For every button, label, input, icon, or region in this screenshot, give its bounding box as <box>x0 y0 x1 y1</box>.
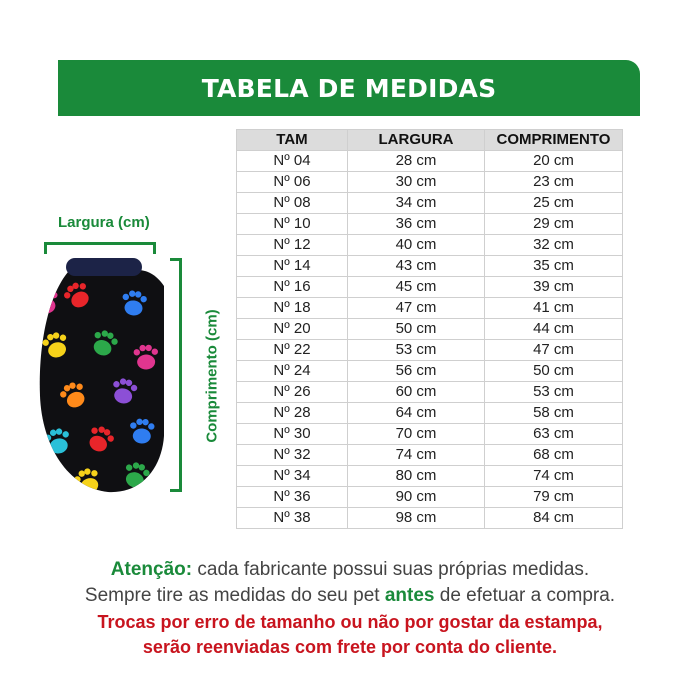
width-cell: 43 cm <box>348 256 485 277</box>
size-cell: Nº 14 <box>237 256 348 277</box>
table-row <box>237 277 623 298</box>
table-row <box>237 403 623 424</box>
width-cell: 30 cm <box>348 172 485 193</box>
table-row <box>237 340 623 361</box>
width-cell: 74 cm <box>348 445 485 466</box>
measure-highlight: antes <box>384 585 435 606</box>
table-row <box>237 172 623 193</box>
page-title: TABELA DE MEDIDAS <box>201 73 497 103</box>
table-row <box>237 445 623 466</box>
size-cell: Nº 06 <box>237 172 348 193</box>
width-cell: 47 cm <box>348 298 485 319</box>
column-header-length: COMPRIMENTO <box>485 130 623 151</box>
size-cell: Nº 18 <box>237 298 348 319</box>
table-row <box>237 298 623 319</box>
table-row <box>237 382 623 403</box>
width-cell: 40 cm <box>348 235 485 256</box>
width-cell: 98 cm <box>348 508 485 529</box>
length-cell: 68 cm <box>485 445 623 466</box>
attention-label: Atenção: <box>110 559 193 580</box>
table-row <box>237 487 623 508</box>
length-cell: 47 cm <box>485 340 623 361</box>
width-cell: 80 cm <box>348 466 485 487</box>
table-row <box>237 193 623 214</box>
size-cell: Nº 10 <box>237 214 348 235</box>
size-cell: Nº 36 <box>237 487 348 508</box>
width-cell: 28 cm <box>348 151 485 172</box>
length-cell: 53 cm <box>485 382 623 403</box>
size-cell: Nº 26 <box>237 382 348 403</box>
length-cell: 63 cm <box>485 424 623 445</box>
size-cell: Nº 22 <box>237 340 348 361</box>
table-row <box>237 235 623 256</box>
title-banner <box>58 60 640 116</box>
length-cell: 41 cm <box>485 298 623 319</box>
length-measure-bracket <box>170 258 182 492</box>
size-cell: Nº 38 <box>237 508 348 529</box>
measure-before-note <box>0 585 700 607</box>
size-cell: Nº 16 <box>237 277 348 298</box>
size-cell: Nº 04 <box>237 151 348 172</box>
width-cell: 53 cm <box>348 340 485 361</box>
length-cell: 39 cm <box>485 277 623 298</box>
length-cell: 84 cm <box>485 508 623 529</box>
width-label: Largura (cm) <box>58 214 150 231</box>
length-cell: 23 cm <box>485 172 623 193</box>
exchange-policy-line1: Trocas por erro de tamanho ou não por gostar da estampa, <box>97 612 603 632</box>
length-cell: 29 cm <box>485 214 623 235</box>
table-header-row <box>237 130 623 151</box>
table-row <box>237 508 623 529</box>
length-cell: 20 cm <box>485 151 623 172</box>
exchange-policy-line2: serão reenviadas com frete por conta do cliente. <box>142 637 558 657</box>
size-cell: Nº 28 <box>237 403 348 424</box>
length-cell: 25 cm <box>485 193 623 214</box>
width-cell: 90 cm <box>348 487 485 508</box>
length-cell: 50 cm <box>485 361 623 382</box>
width-cell: 56 cm <box>348 361 485 382</box>
size-cell: Nº 30 <box>237 424 348 445</box>
table-row <box>237 151 623 172</box>
width-cell: 70 cm <box>348 424 485 445</box>
width-cell: 60 cm <box>348 382 485 403</box>
width-measure-bracket <box>44 242 156 254</box>
table-row <box>237 256 623 277</box>
table-row <box>237 361 623 382</box>
size-table <box>236 129 623 529</box>
width-cell: 50 cm <box>348 319 485 340</box>
size-cell: Nº 34 <box>237 466 348 487</box>
length-cell: 35 cm <box>485 256 623 277</box>
length-cell: 44 cm <box>485 319 623 340</box>
size-cell: Nº 20 <box>237 319 348 340</box>
column-header-size: TAM <box>237 130 348 151</box>
width-cell: 36 cm <box>348 214 485 235</box>
width-cell: 34 cm <box>348 193 485 214</box>
size-cell: Nº 12 <box>237 235 348 256</box>
table-row <box>237 214 623 235</box>
width-cell: 64 cm <box>348 403 485 424</box>
size-cell: Nº 08 <box>237 193 348 214</box>
attention-text: cada fabricante possui suas próprias medidas. <box>192 559 590 580</box>
size-cell: Nº 24 <box>237 361 348 382</box>
length-cell: 74 cm <box>485 466 623 487</box>
table-row <box>237 466 623 487</box>
width-cell: 45 cm <box>348 277 485 298</box>
table-row <box>237 319 623 340</box>
table-row <box>237 424 623 445</box>
size-cell: Nº 32 <box>237 445 348 466</box>
length-cell: 79 cm <box>485 487 623 508</box>
length-cell: 58 cm <box>485 403 623 424</box>
length-cell: 32 cm <box>485 235 623 256</box>
length-label: Comprimento (cm) <box>203 309 221 443</box>
measure-text-after: de efetuar a compra. <box>434 585 616 606</box>
pet-sweater-paw-print-icon <box>38 256 168 496</box>
attention-note <box>0 559 700 581</box>
measure-text-before: Sempre tire as medidas do seu pet <box>84 585 385 606</box>
column-header-width: LARGURA <box>348 130 485 151</box>
